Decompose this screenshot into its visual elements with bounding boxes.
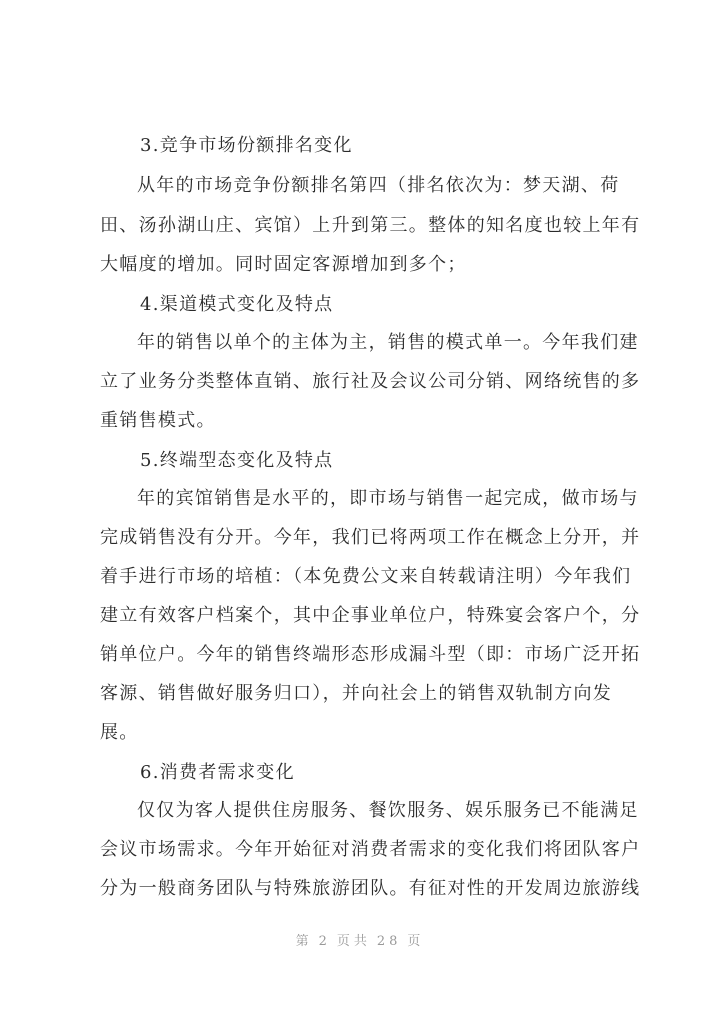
paragraph-line: 大幅度的增加。同时固定客源增加到多个；: [100, 254, 467, 275]
footer-total-pages: 28: [376, 934, 402, 949]
paragraph-line: 完成销售没有分开。今年，我们已将两项工作在概念上分开，并: [100, 527, 641, 548]
paragraph-line: 年的销售以单个的主体为主，销售的模式单一。今年我们建: [137, 332, 639, 353]
paragraph-line: 分为一般商务团队与特殊旅游团队。有征对性的开发周边旅游线: [100, 878, 641, 899]
section-heading: 6.消费者需求变化: [140, 762, 295, 783]
paragraph-line: 立了业务分类整体直销、旅行社及会议公司分销、网络统售的多: [100, 371, 641, 392]
paragraph-line: 从年的市场竞争份额排名第四（排名依次为：梦天湖、荷: [137, 175, 620, 196]
paragraph-line: 重销售模式。: [100, 410, 216, 431]
paragraph-line: 建立有效客户档案个，其中企事业单位户，特殊宴会客户个，分: [100, 605, 641, 626]
paragraph-line: 展。: [100, 722, 139, 743]
paragraph-line: 着手进行市场的培植：（本免费公文来自转载请注明）今年我们: [100, 566, 632, 587]
section-heading: 3.竞争市场份额排名变化: [140, 135, 353, 156]
page-footer: [0, 930, 720, 949]
footer-middle: 页共: [336, 934, 371, 949]
paragraph-line: 会议市场需求。今年开始征对消费者需求的变化我们将团队客户: [100, 839, 641, 860]
footer-prefix: 第: [295, 934, 313, 949]
paragraph-line: 田、汤孙湖山庄、宾馆）上升到第三。整体的知名度也较上年有: [100, 215, 641, 236]
paragraph-line: 仅仅为客人提供住房服务、餐饮服务、娱乐服务已不能满足: [137, 800, 639, 821]
footer-page-number: 2: [318, 934, 331, 949]
paragraph-line: 销单位户。今年的销售终端形态形成漏斗型（即：市场广泛开拓: [100, 644, 641, 665]
section-heading: 4.渠道模式变化及特点: [140, 294, 334, 315]
paragraph-line: 年的宾馆销售是水平的，即市场与销售一起完成，做市场与: [137, 488, 639, 509]
paragraph-line: 客源、销售做好服务归口），并向社会上的销售双轨制方向发: [100, 683, 613, 704]
footer-suffix: 页: [407, 934, 425, 949]
section-heading: 5.终端型态变化及特点: [140, 450, 334, 471]
